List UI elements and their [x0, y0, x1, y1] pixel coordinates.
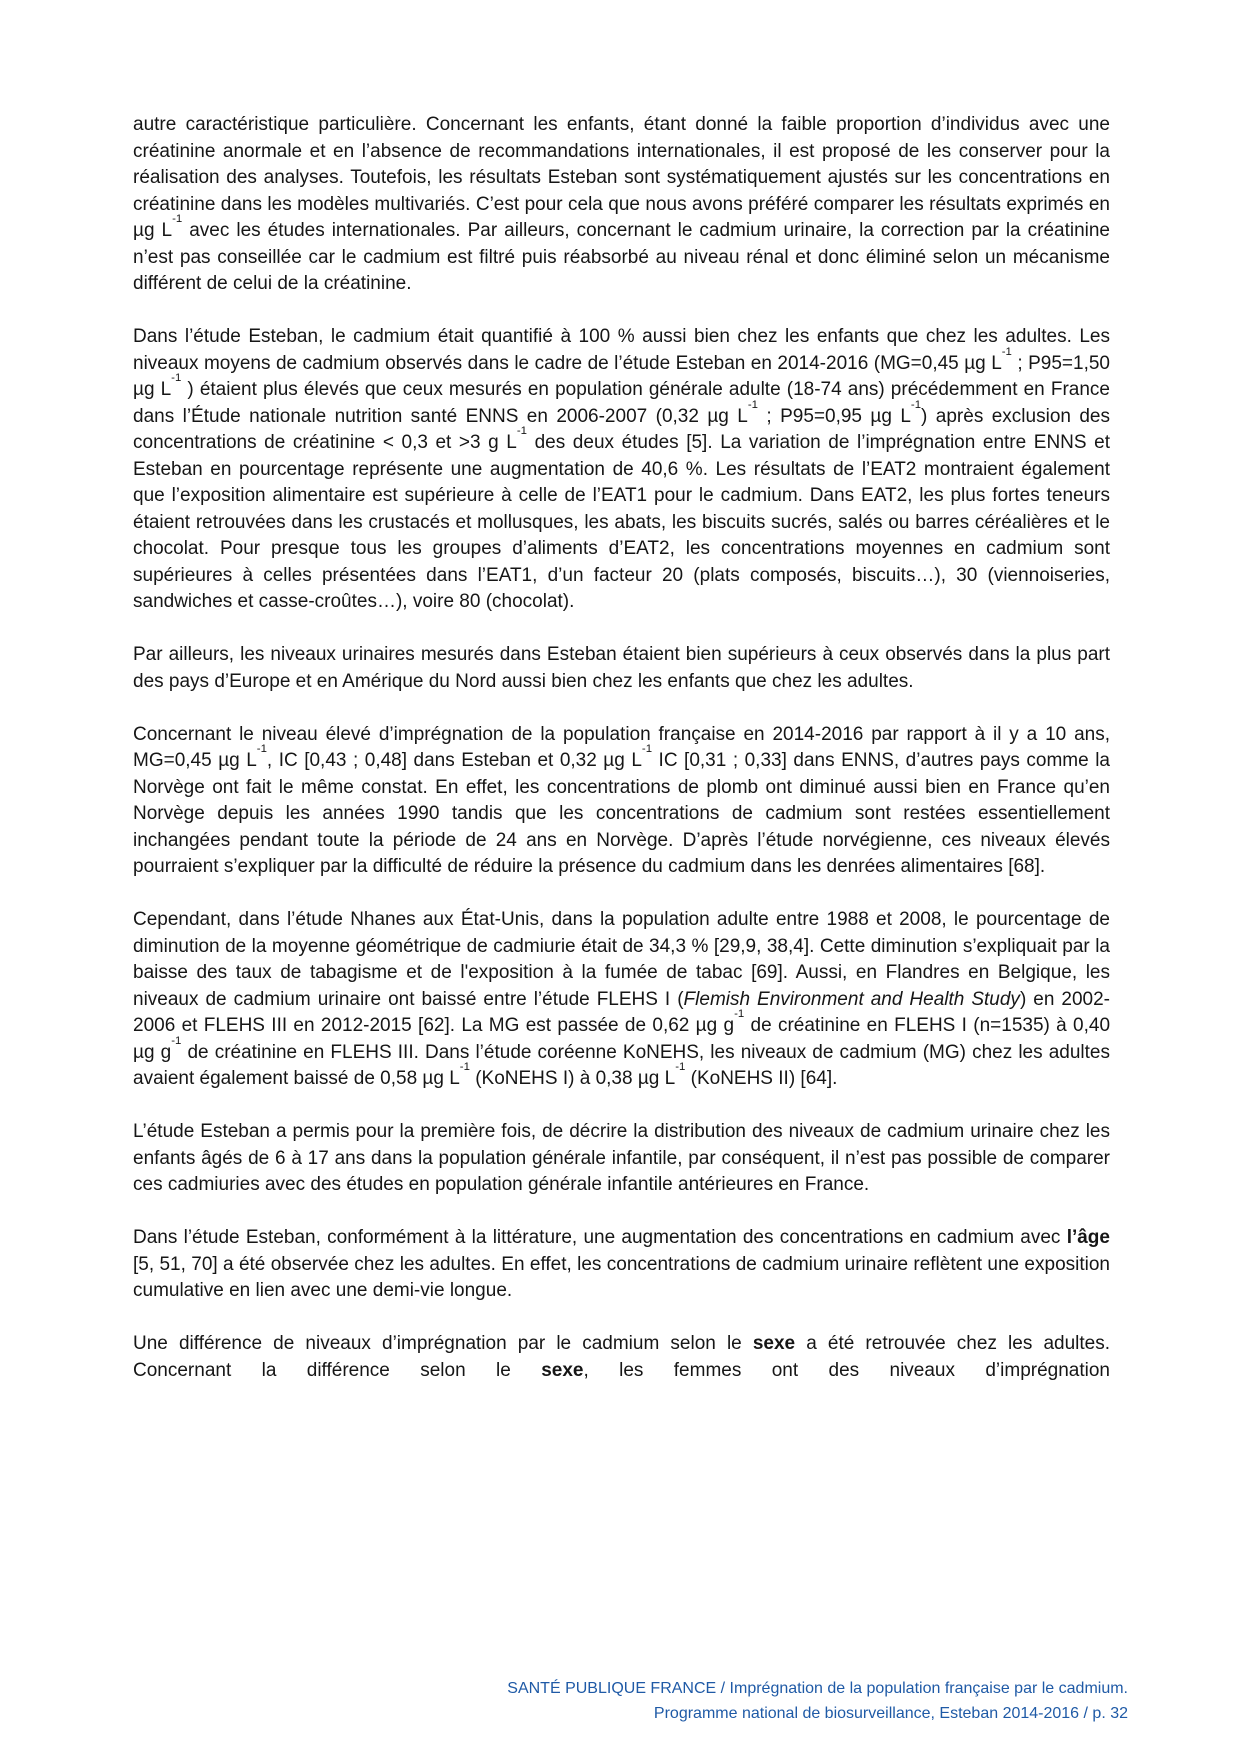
body-text — [133, 112, 1110, 1411]
paragraph-2: Dans l’étude Esteban, le cadmium était quantifié à 100 % aussi bien chez les enfants que chez les adultes. Les niveaux moyens de cadmium observés dans le cadre de l’étude Esteban en 2014-2016 (MG=0,45 µg $L^{-1}$ ; P95=1,50 µg $L^{-1}$ ) étaient plus élevés que ceux mesurés en population générale adulte (18-74 ans) précédemment en France dans l’Étude nationale nutrition santé ENNS en 2006-2007 (0,32 µg $L^{-1}$ ; P95=0,95 µg $L^{-1}$) après exclusion des concentrations de créatinine < 0,3 et >3 g $L^{-1}$ des deux études [5]. La variation de l’imprégnation entre ENNS et Esteban en pourcentage représente une augmentation de 40,6 %. Les résultats de l’EAT2 montraient également que l’exposition alimentaire est supérieure à celle de l’EAT1 pour le cadmium. Dans EAT2, les plus fortes teneurs étaient retrouvées dans les crustacés et mollusques, les abats, les biscuits sucrés, salés ou barres céréalières et le chocolat. Pour presque tous les groupes d’aliments d’EAT2, les concentrations moyennes en cadmium sont supérieures à celles présentées dans l’EAT1, d’un facteur 20 (plats composés, biscuits…), 30 (viennoiseries, sandwiches et casse-croûtes…), voire 80 (chocolat). — [133, 326, 1110, 612]
paragraph-4: Concernant le niveau élevé d’imprégnation de la population française en 2014-2016 par rapport à il y a 10 ans, MG=0,45 µg $L^{-1}$, IC [0,43 ; 0,48] dans Esteban et 0,32 µg $L^{-1}$ IC [0,31 ; 0,33] dans ENNS, d’autres pays comme la Norvège ont fait le même constat. En effet, les concentrations de plomb ont diminué aussi bien en France qu’en Norvège depuis les années 1990 tandis que les concentrations de cadmium sont restées essentiellement inchangées pendant toute la période de 24 ans en Norvège. D’après l’étude norvégienne, ces niveaux élevés pourraient s’expliquer par la difficulté de réduire la présence du cadmium dans les denrées alimentaires [68]. — [133, 723, 1110, 877]
paragraph-6: L’étude Esteban a permis pour la première fois, de décrire la distribution des niveaux de cadmium urinaire chez les enfants âgés de 6 à 17 ans dans la population générale infantile, par conséquent, il n’est pas possible de comparer ces cadmiuries avec des études en population générale infantile antérieures en France. — [133, 1121, 1110, 1195]
paragraph-1: autre caractéristique particulière. Concernant les enfants, étant donné la faible proportion d’individus avec une créatinine anormale et en l’absence de recommandations internationales, il est proposé de les conserver pour la réalisation des analyses. Toutefois, les résultats Esteban sont systématiquement ajustés sur les concentrations en créatinine dans les modèles multivariés. C’est pour cela que nous avons préféré comparer les résultats exprimés en µg $L^{-1}$ avec les études internationales. Par ailleurs, concernant le cadmium urinaire, la correction par la créatinine n’est pas conseillée car le cadmium est filtré puis réabsorbé au niveau rénal et donc éliminé selon un mécanisme différent de celui de la créatinine. — [133, 114, 1110, 294]
paragraph-8: Une différence de niveaux d’imprégnation par le cadmium selon le sexe a été retrouvée chez les adultes. Concernant la différence selon le sexe, les femmes ont des niveaux d’imprégnation — [133, 1333, 1110, 1381]
footer-program-page-line: Programme national de biosurveillance, Esteban 2014-2016 / p. 32 — [653, 1705, 1128, 1722]
page-footer — [148, 1676, 1128, 1726]
paragraph-5: Cependant, dans l’étude Nhanes aux État-Unis, dans la population adulte entre 1988 et 2008, le pourcentage de diminution de la moyenne géométrique de cadmiurie était de 34,3 % [29,9, 38,4]. Cette diminution s’expliquait par la baisse des taux de tabagisme et de l'exposition à la fumée de tabac [69]. Aussi, en Flandres en Belgique, les niveaux de cadmium urinaire ont baissé entre l’étude FLEHS I (Flemish Environment and Health Study) en 2002-2006 et FLEHS III en 2012-2015 [62]. La MG est passée de 0,62 µg $g^{-1}$ de créatinine en FLEHS I (n=1535) à 0,40 µg $g^{-1}$ de créatinine en FLEHS III. Dans l’étude coréenne KoNEHS, les niveaux de cadmium (MG) chez les adultes avaient également baissé de 0,58 µg $L^{-1}$ (KoNEHS I) à 0,38 µg $L^{-1}$ (KoNEHS II) [64]. — [133, 909, 1111, 1089]
paragraph-7: Dans l’étude Esteban, conformément à la littérature, une augmentation des concentrations en cadmium avec l’âge [5, 51, 70] a été observée chez les adultes. En effet, les concentrations de cadmium urinaire reflètent une exposition cumulative en lien avec une demi-vie longue. — [133, 1227, 1110, 1301]
paragraph-3: Par ailleurs, les niveaux urinaires mesurés dans Esteban étaient bien supérieurs à ceux observés dans la plus part des pays d’Europe et en Amérique du Nord aussi bien chez les enfants que chez les adultes. — [133, 644, 1110, 692]
footer-publisher-line: SANTÉ PUBLIQUE FRANCE / Imprégnation de la population française par le cadmium. — [507, 1680, 1128, 1697]
